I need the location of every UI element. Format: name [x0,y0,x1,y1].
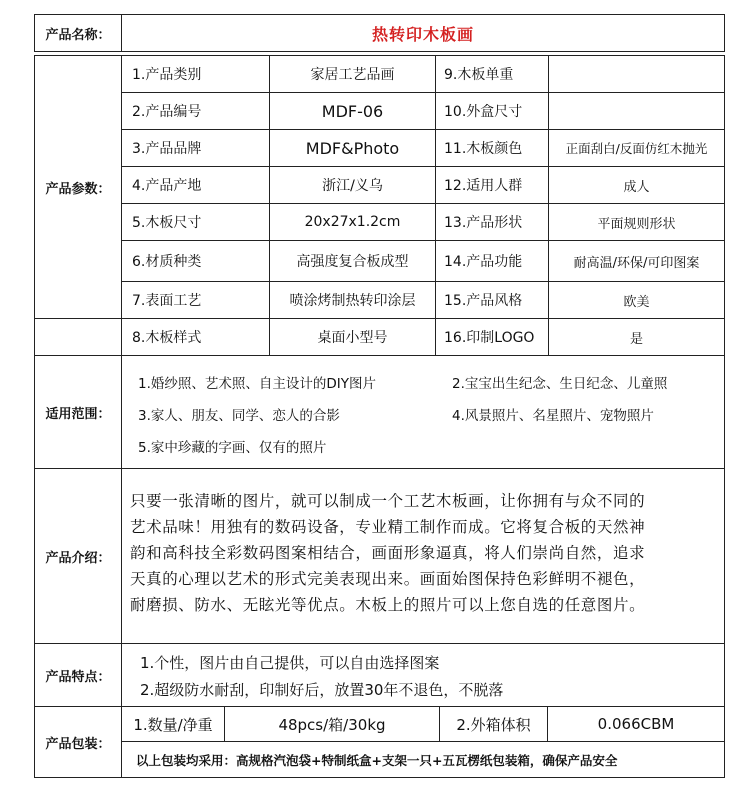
intro-line: 韵和高科技全彩数码图案相结合，画面形象逼真，将人们崇尚自然，追求 [130,544,646,562]
param-key: 6.材质种类 [121,240,270,282]
features-label: 产品特点： [34,643,122,707]
usage-label: 适用范围： [34,355,122,469]
param-value [548,92,725,130]
param-value: 家居工艺品画 [269,55,436,93]
param-value: 是 [548,318,725,356]
intro-line: 艺术品味！用独有的数码设备，专业精工制作而成。它将复合板的天然神 [130,518,646,536]
param-key: 2.产品编号 [121,92,270,130]
param-value: 成人 [548,166,725,204]
param-value: 正面刮白/反面仿红木抛光 [548,129,725,167]
param-key: 1.产品类别 [121,55,270,93]
param-value [548,55,725,93]
intro-content [121,468,725,644]
intro-line: 耐磨损、防水、无眩光等优点。木板上的照片可以上您自选的任意图片。 [130,596,646,614]
param-value: MDF&Photo [269,129,436,167]
packaging-volume-label: 2.外箱体积 [439,706,548,742]
param-value: 耐高温/环保/可印图案 [548,240,725,282]
intro-line: 天真的心理以艺术的形式完美表现出来。画面始图保持色彩鲜明不褪色， [130,570,646,588]
usage-item: 3.家人、朋友、同学、恋人的合影 [138,408,340,424]
param-value: MDF-06 [269,92,436,130]
param-key: 4.产品产地 [121,166,270,204]
intro-label: 产品介绍： [34,468,122,644]
product-name-label: 产品名称： [34,14,122,52]
product-name-value: 热转印木板画 [121,14,725,52]
param-key: 15.产品风格 [435,281,549,319]
feature-item: 2.超级防水耐刮，印制好后，放置30年不退色，不脱落 [140,681,504,699]
param-key: 9.木板单重 [435,55,549,93]
param-key: 10.外盒尺寸 [435,92,549,130]
param-value: 桌面小型号 [269,318,436,356]
params-label-extension [34,318,122,356]
intro-line: 只要一张清晰的图片，就可以制成一个工艺木板画，让你拥有与众不同的 [130,492,646,510]
param-value: 喷涂烤制热转印涂层 [269,281,436,319]
param-key: 13.产品形状 [435,203,549,241]
params-label: 产品参数： [34,55,122,319]
param-value: 欧美 [548,281,725,319]
packaging-qty-value: 48pcs/箱/30kg [224,706,440,742]
param-key: 16.印制LOGO [435,318,549,356]
features-content [121,643,725,707]
packaging-note: 以上包装均采用：高规格汽泡袋+特制纸盒+支架一只+五瓦楞纸包装箱，确保产品安全 [121,741,725,778]
param-key: 12.适用人群 [435,166,549,204]
param-value: 平面规则形状 [548,203,725,241]
feature-item: 1.个性，图片由自己提供，可以自由选择图案 [140,654,440,672]
param-key: 5.木板尺寸 [121,203,270,241]
usage-item: 5.家中珍藏的字画、仅有的照片 [138,440,327,456]
usage-item: 2.宝宝出生纪念、生日纪念、儿童照 [452,376,668,392]
param-key: 7.表面工艺 [121,281,270,319]
param-key: 11.木板颜色 [435,129,549,167]
packaging-label: 产品包装： [34,706,122,778]
param-key: 8.木板样式 [121,318,270,356]
usage-item: 4.风景照片、名星照片、宠物照片 [452,408,654,424]
usage-content [121,355,725,469]
param-value: 20x27x1.2cm [269,203,436,241]
packaging-volume-value: 0.066CBM [547,706,725,742]
param-key: 14.产品功能 [435,240,549,282]
param-value: 高强度复合板成型 [269,240,436,282]
param-key: 3.产品品牌 [121,129,270,167]
packaging-qty-label: 1.数量/净重 [121,706,225,742]
usage-item: 1.婚纱照、艺术照、自主设计的DIY图片 [138,376,377,392]
param-value: 浙江/义乌 [269,166,436,204]
